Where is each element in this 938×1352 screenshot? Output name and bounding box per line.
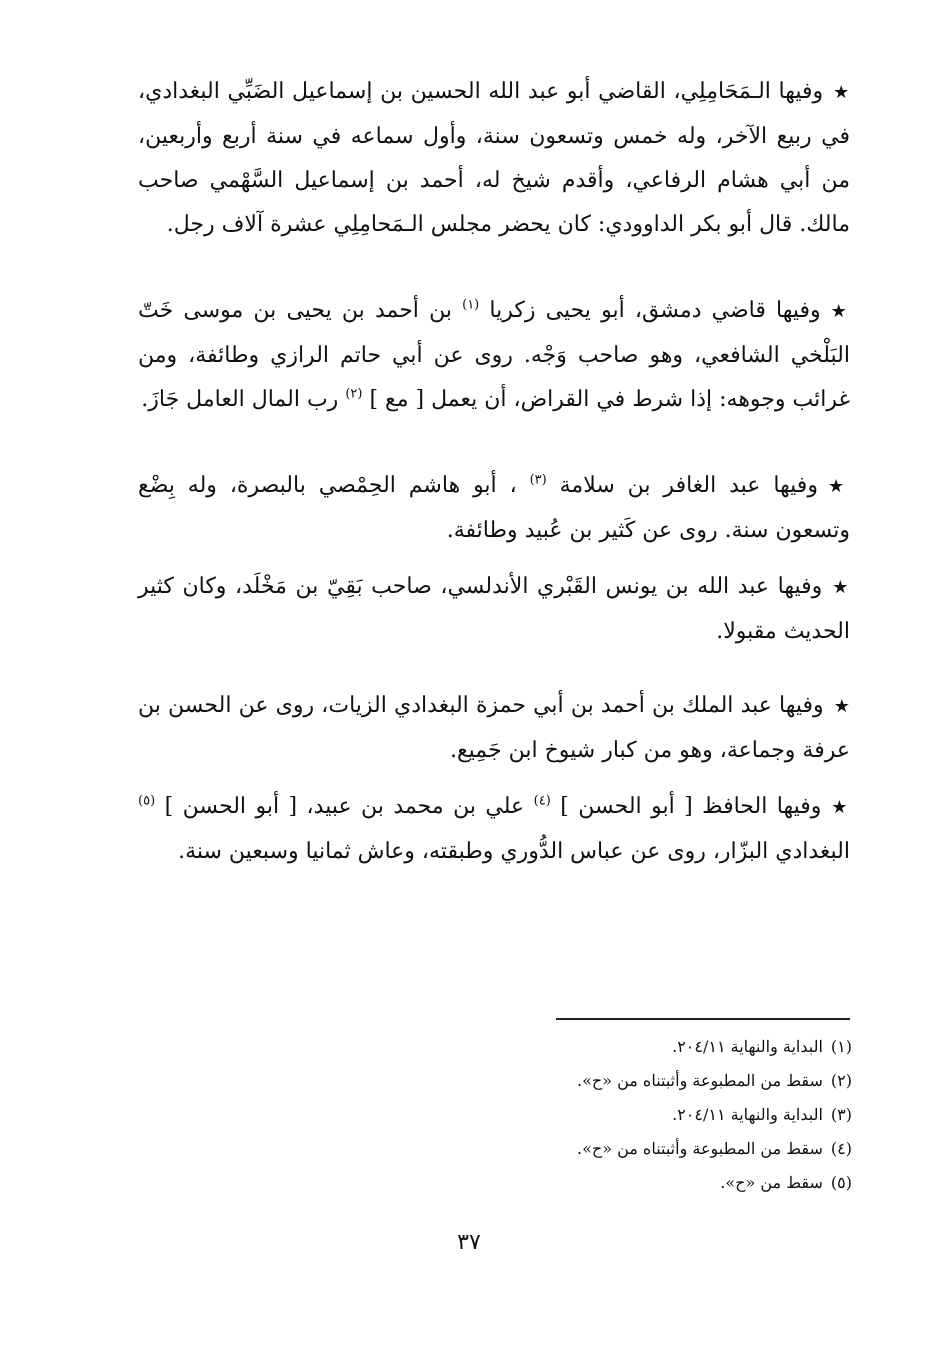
footnote-item <box>500 1030 852 1064</box>
entry-qadi-dimashq <box>138 289 850 422</box>
star-marker: ★ <box>831 797 850 818</box>
entry-abd-al-malik <box>138 684 850 773</box>
footnote-ref: (١) <box>462 297 480 313</box>
star-marker: ★ <box>833 82 850 103</box>
star-marker: ★ <box>827 476 850 497</box>
footnote-ref: (٢) <box>345 386 363 402</box>
star-marker: ★ <box>832 577 850 598</box>
footnote-item <box>500 1166 852 1200</box>
entry-text: وفيها عبد الملك بن أحمد بن أبي حمزة البغدادي الزيات، روى عن الحسن بن عرفة وجماعة، وهو من كبار شيوخ ابن جَمِيع. <box>138 693 850 763</box>
entry-text: وفيها عبد الغافر بن سلامة <box>559 473 818 498</box>
entry-abd-al-ghafir <box>138 464 850 553</box>
footnote-text: سقط من المطبوعة وأثبتناه من «ح». <box>577 1139 823 1158</box>
footnote-ref: (٣) <box>529 472 547 488</box>
entry-text: البغدادي البزّار، روى عن عباس الدُّوري وطبقته، وعاش ثمانيا وسبعين سنة. <box>178 839 850 864</box>
entry-al-hafiz <box>138 785 850 874</box>
footnote-item <box>500 1064 852 1098</box>
star-marker: ★ <box>833 696 850 717</box>
entries-section <box>138 70 850 874</box>
footnote-ref: (٤) <box>533 793 551 809</box>
entry-text: وفيها الحافظ [ أبو الحسن ] <box>560 794 822 819</box>
footnote-item <box>500 1098 852 1132</box>
footnote-divider <box>556 1018 850 1020</box>
entry-mahamili <box>138 70 850 247</box>
entry-text: وفيها الـمَحَامِلِي، القاضي أبو عبد الله الحسين بن إسماعيل الضَبِّي البغدادي، في ربيع الآخر، وله خمس وتسعون سنة، وأول سماعه في سنة أربع وأربعين، من أبي هشام الرفاعي، وأقدم شيخ له، أحمد بن إسماعيل السَّهْمي صاحب مالك. قال أبو بكر الداوودي: كان يحضر مجلس الـمَحامِلِي عشرة آلاف رجل. <box>138 79 850 237</box>
footnote-number: (٥) <box>830 1173 852 1192</box>
footnotes-section <box>500 1030 852 1200</box>
footnote-text: سقط من «ح». <box>720 1173 823 1192</box>
footnote-text: البداية والنهاية ٢٠٤/١١. <box>672 1105 823 1124</box>
entry-abdullah-yunus <box>138 565 850 654</box>
footnote-number: (٢) <box>830 1071 852 1090</box>
page-number: ٣٧ <box>457 1230 481 1255</box>
star-marker: ★ <box>830 301 850 322</box>
footnote-item <box>500 1132 852 1166</box>
entry-text: بن أحمد بن يحيى بن موسى خَتّ البَلْخي الشافعي، وهو صاحب وَجْه. روى عن أبي حاتم الرازي وطائفة، ومن غرائب وجوهه: إذا شرط في القراض، أن يعمل [ مع ] <box>138 298 850 412</box>
footnote-text: سقط من المطبوعة وأثبتناه من «ح». <box>577 1071 823 1090</box>
entry-text: ، أبو هاشم الحِمْصي بالبصرة، وله بِضْع وتسعون سنة. روى عن كَثير بن عُبيد وطائفة. <box>138 473 850 543</box>
entry-text: وفيها قاضي دمشق، أبو يحيى زكريا <box>489 298 821 323</box>
footnote-number: (٤) <box>830 1139 852 1158</box>
footnote-number: (١) <box>830 1037 852 1056</box>
footnote-ref: (٥) <box>138 793 156 809</box>
footnote-number: (٣) <box>830 1105 852 1124</box>
footnote-text: البداية والنهاية ٢٠٤/١١. <box>672 1037 823 1056</box>
entry-text: علي بن محمد بن عبيد، [ أبو الحسن ] <box>164 794 525 819</box>
entry-text: وفيها عبد الله بن يونس القَبْري الأندلسي، صاحب بَقِيّ بن مَخْلَد، وكان كثير الحديث مقبولا. <box>138 574 850 644</box>
entry-text: رب المال العامل جَازَ. <box>141 387 339 412</box>
